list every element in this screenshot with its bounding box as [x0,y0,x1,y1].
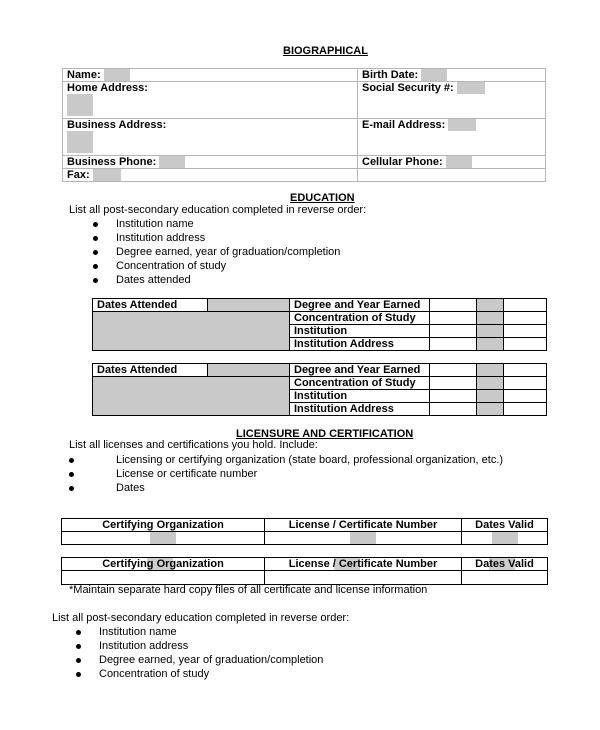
list-item: Institution address [76,639,323,653]
institution-label: Institution [290,390,430,403]
birth-date-field[interactable] [421,69,447,81]
cellular-phone-field[interactable] [446,156,472,168]
institution-address-label: Institution Address [290,338,430,351]
licensure-intro: List all licenses and certifications you hold. Include: [69,439,318,451]
institution-address-label: Institution Address [290,403,430,416]
home-address-label: Home Address: [67,82,148,95]
fax-label: Fax: [67,169,90,182]
institution-label: Institution [290,325,430,338]
bullet-icon [93,222,98,227]
dates-valid-header: Dates Valid [462,558,548,571]
license-number-field[interactable] [350,532,376,544]
degree-year-label: Degree and Year Earned [290,364,430,377]
list-item: Licensing or certifying organization (state board, professional organization, etc.) [69,453,503,467]
bullet-icon [76,644,81,649]
bullet-icon [93,278,98,283]
degree-year-label: Degree and Year Earned [290,299,430,312]
list-item: Institution name [93,217,340,231]
licensure-heading: LICENSURE AND CERTIFICATION [236,428,414,440]
bullet-icon [76,658,81,663]
list-item: Dates [69,481,503,495]
business-address-label: Business Address: [67,119,167,132]
institution-field[interactable] [477,325,504,338]
concentration-label: Concentration of Study [290,377,430,390]
list-item: Concentration of study [93,259,340,273]
name-label: Name: [67,69,101,81]
degree-year-field[interactable] [477,299,504,312]
home-address-field[interactable] [67,94,93,116]
dates-attended-value[interactable] [93,312,290,351]
education-heading: EDUCATION [290,192,355,204]
list-item: Degree earned, year of graduation/completion [93,245,340,259]
degree-year-field[interactable] [477,364,504,377]
dates-attended-value[interactable] [93,377,290,416]
licensure-list [69,453,503,495]
ssn-label: Social Security #: [362,82,454,95]
dates-valid-field[interactable] [492,532,518,544]
list-item: License or certificate number [69,467,503,481]
bullet-icon [69,472,74,477]
bullet-icon [93,250,98,255]
institution-field[interactable] [477,390,504,403]
biographical-heading: BIOGRAPHICAL [283,45,368,57]
fax-field[interactable] [93,169,121,181]
certification-table-1 [61,518,548,545]
cert-org-header: Certifying Organization [62,558,265,571]
business-phone-field[interactable] [159,156,185,168]
list-item: Institution name [76,625,323,639]
dates-attended-label: Dates Attended [93,364,208,377]
concentration-field[interactable] [477,377,504,390]
cert-org-field[interactable] [150,532,176,544]
name-field[interactable] [104,69,130,81]
list-item: Concentration of study [76,667,323,681]
business-address-field[interactable] [67,131,93,153]
dates-valid-header: Dates Valid [462,519,548,532]
bullet-icon [69,458,74,463]
ssn-field[interactable] [457,82,485,94]
bullet-icon [69,486,74,491]
email-label: E-mail Address: [362,119,446,132]
biographical-table [62,68,546,182]
education-table-1 [92,298,547,351]
email-field[interactable] [448,119,476,131]
dates-attended-label: Dates Attended [93,299,208,312]
bullet-icon [93,264,98,269]
education-repeat-list [76,625,323,681]
business-phone-label: Business Phone: [67,156,157,169]
institution-address-field[interactable] [477,338,504,351]
license-number-header: License / Certificate Number [265,519,462,532]
education-repeat-intro: List all post-secondary education completed in reverse order: [52,612,350,624]
concentration-field[interactable] [477,312,504,325]
list-item: Dates attended [93,273,340,287]
cellular-phone-label: Cellular Phone: [362,156,443,169]
bullet-icon [93,236,98,241]
bullet-icon [76,630,81,635]
bullet-icon [76,672,81,677]
dates-attended-field[interactable] [208,299,290,312]
concentration-label: Concentration of Study [290,312,430,325]
list-item: Institution address [93,231,340,245]
education-table-2 [92,363,547,416]
certificate-note: *Maintain separate hard copy files of all certificate and license information [69,584,428,596]
license-number-header: License / Certificate Number [265,558,462,571]
education-list [93,217,340,287]
certification-table-2 [61,557,548,585]
institution-address-field[interactable] [477,403,504,416]
list-item: Degree earned, year of graduation/completion [76,653,323,667]
dates-attended-field[interactable] [208,364,290,377]
cert-org-header: Certifying Organization [62,519,265,532]
birth-date-label: Birth Date: [362,69,419,81]
education-intro: List all post-secondary education completed in reverse order: [69,204,367,216]
